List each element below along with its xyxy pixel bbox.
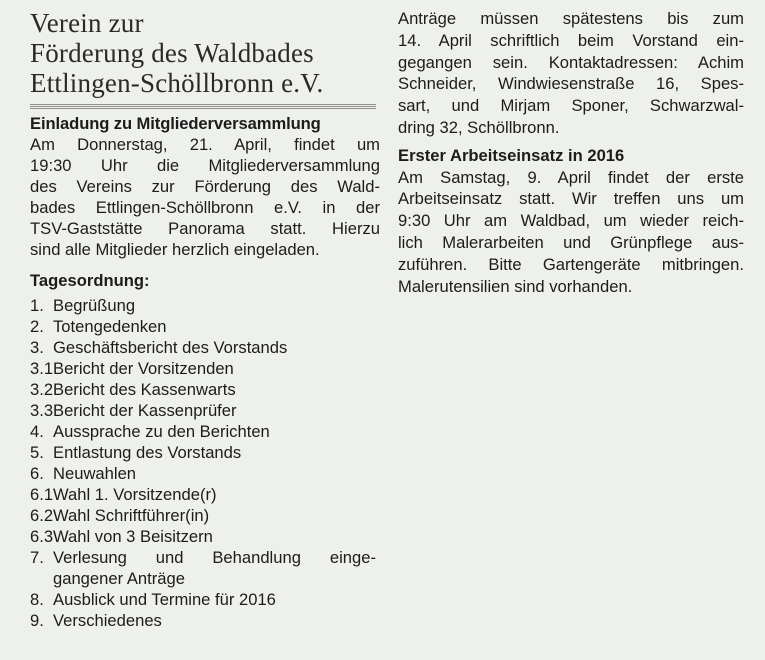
agenda-item: 4. Aussprache zu den Berichten — [30, 422, 270, 441]
club-title-line: Verein zur — [30, 8, 144, 38]
club-title-line: Förderung des Waldbades — [30, 38, 314, 68]
agenda-item: 6.3 Wahl von 3 Beisitzern — [30, 527, 213, 546]
agenda-item: 6.2 Wahl Schriftführer(in) — [30, 506, 210, 525]
invitation-line: 19:30 Uhr die Mitgliederversammlung — [30, 156, 380, 175]
agenda-item-continuation: gangener Anträge — [53, 569, 185, 588]
club-title-line: Ettlingen-Schöllbronn e.V. — [30, 68, 324, 98]
invitation-line: Am Donnerstag, 21. April, findet um — [30, 135, 380, 154]
invitation-text — [30, 134, 380, 260]
agenda-item: 8. Ausblick und Termine für 2016 — [30, 590, 276, 609]
work-day-line: Malerutensilien sind vorhanden. — [398, 276, 633, 296]
work-day-line: zuführen. Bitte Gartengeräte mitbringen. — [398, 254, 744, 274]
invitation-heading: Einladung zu Mitgliederversammlung — [30, 114, 321, 133]
motions-line: 14. April schriftlich beim Vorstand ein- — [398, 30, 744, 50]
work-day-line: 9:30 Uhr am Waldbad, um wieder reich- — [398, 211, 744, 231]
motions-text — [398, 8, 744, 139]
invitation-line: sind alle Mitglieder herzlich eingeladen. — [30, 240, 320, 259]
motions-line: dring 32, Schöllbronn. — [398, 117, 560, 137]
invitation-line: bades Ettlingen-Schöllbronn e.V. in der — [30, 198, 380, 217]
work-day-line: Am Samstag, 9. April findet der erste — [398, 167, 744, 187]
agenda-item: 7. Verlesung und Behandlung einge- — [30, 548, 376, 567]
invitation-line: TSV-Gaststätte Panorama statt. Hierzu — [30, 219, 380, 238]
agenda-item: 1. Begrüßung — [30, 296, 136, 315]
work-day-text — [398, 167, 744, 298]
agenda-item: 9. Verschiedenes — [30, 611, 162, 630]
title-divider — [30, 104, 376, 109]
motions-line: Schneider, Windwiesenstraße 16, Spes- — [398, 74, 744, 94]
motions-line: sart, und Mirjam Sponer, Schwarzwal- — [398, 96, 744, 116]
work-day-line: lich Malerarbeiten und Grünpflege aus- — [398, 232, 744, 252]
agenda-item: 3.1 Bericht der Vorsitzenden — [30, 359, 234, 378]
left-column — [30, 8, 380, 631]
work-day-line: Arbeitseinsatz statt. Wir treffen uns um — [398, 189, 744, 209]
agenda-item: 3.3 Bericht der Kassenprüfer — [30, 401, 237, 420]
agenda-item: 3.2 Bericht des Kassenwarts — [30, 380, 236, 399]
agenda-item: 2. Totengedenken — [30, 317, 167, 336]
agenda-item: 3. Geschäftsbericht des Vorstands — [30, 338, 288, 357]
work-day-heading: Erster Arbeitseinsatz in 2016 — [398, 145, 625, 165]
agenda-heading: Tagesordnung: — [30, 271, 150, 290]
club-title — [30, 8, 380, 98]
motions-line: gegangen sein. Kontaktadressen: Achim — [398, 52, 744, 72]
agenda-list — [30, 295, 380, 631]
agenda-item: 6. Neuwahlen — [30, 464, 137, 483]
agenda-item: 6.1 Wahl 1. Vorsitzende(r) — [30, 485, 217, 504]
agenda-item: 5. Entlastung des Vorstands — [30, 443, 242, 462]
motions-line: Anträge müssen spätestens bis zum — [398, 9, 744, 28]
invitation-line: des Vereins zur Förderung des Wald- — [30, 177, 380, 196]
right-column — [398, 8, 744, 297]
